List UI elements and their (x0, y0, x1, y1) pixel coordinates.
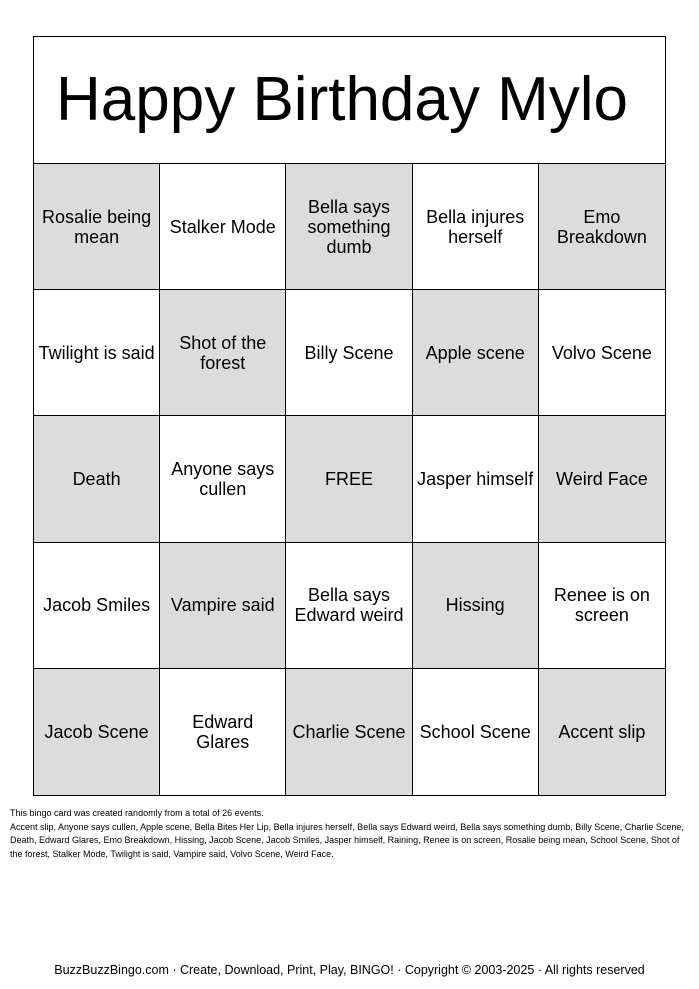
bingo-cell: Billy Scene (286, 290, 412, 416)
free-cell: FREE (286, 416, 412, 542)
bingo-cell: Anyone says cullen (160, 416, 286, 542)
event-list: Accent slip, Anyone says cullen, Apple scene, Bella Bites Her Lip, Bella injures herself, Bella says Edward weird, Bella says something dumb, Billy Scene, Charlie Scene, Death, Edward Glares, Emo Breakdown, Hissing, Jacob Scene, Jacob Smiles, Jasper himself, Raining, Renee is on screen, Rosalie being mean, School Scene, Shot of the forest, Stalker Mode, Twilight is said, Vampire said, Volvo Scene, Weird Face. (10, 821, 684, 859)
bingo-cell: Jasper himself (413, 416, 539, 542)
card-info (10, 807, 686, 861)
bingo-cell: Bella says something dumb (286, 164, 412, 290)
bingo-cell: Vampire said (160, 543, 286, 669)
bingo-cell: Bella injures herself (413, 164, 539, 290)
bingo-cell: Apple scene (413, 290, 539, 416)
footer: BuzzBuzzBingo.com · Create, Download, Print, Play, BINGO! · Copyright © 2003-2025 · All rights reserved (54, 963, 645, 977)
bingo-cell: Renee is on screen (539, 543, 665, 669)
bingo-cell: Rosalie being mean (34, 164, 160, 290)
bingo-cell: Weird Face (539, 416, 665, 542)
bingo-grid (34, 164, 665, 795)
bingo-cell: Volvo Scene (539, 290, 665, 416)
bingo-cell: Twilight is said (34, 290, 160, 416)
bingo-cell: Shot of the forest (160, 290, 286, 416)
bingo-cell: Bella says Edward weird (286, 543, 412, 669)
bingo-cell: Emo Breakdown (539, 164, 665, 290)
bingo-cell: Jacob Smiles (34, 543, 160, 669)
bingo-cell: Charlie Scene (286, 669, 412, 795)
card-title: Happy Birthday Mylo (34, 37, 665, 164)
card-info-summary: This bingo card was created randomly from a total of 26 events. (10, 808, 264, 818)
bingo-cell: Jacob Scene (34, 669, 160, 795)
bingo-cell: Edward Glares (160, 669, 286, 795)
bingo-cell: School Scene (413, 669, 539, 795)
bingo-cell: Accent slip (539, 669, 665, 795)
bingo-card (33, 36, 666, 796)
bingo-cell: Hissing (413, 543, 539, 669)
bingo-cell: Death (34, 416, 160, 542)
bingo-cell: Stalker Mode (160, 164, 286, 290)
